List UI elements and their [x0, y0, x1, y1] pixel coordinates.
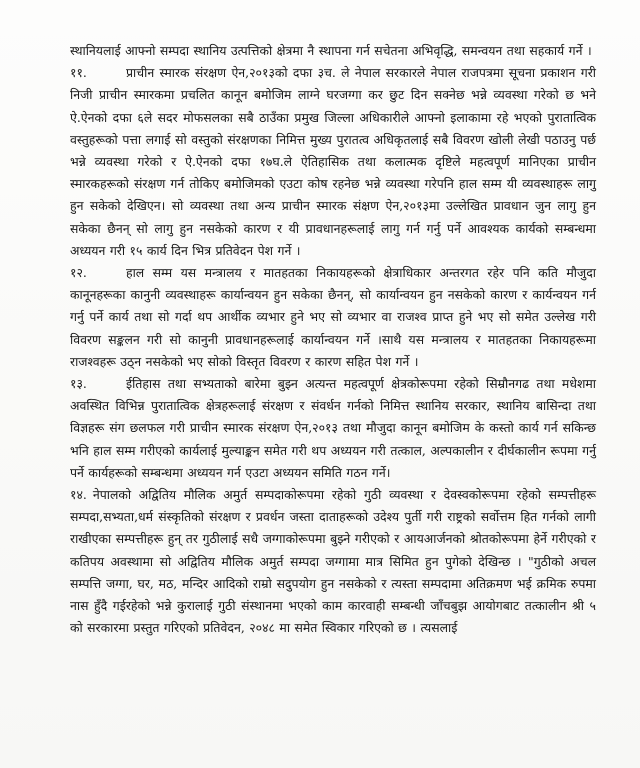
paragraph-14 — [70, 484, 596, 639]
paragraph-13-number: १३. — [70, 376, 87, 392]
paragraph-12-text: हाल सम्म यस मन्त्रालय र मातहतका निकायहरूको क्षेत्राधिकार अन्तरगत रहेर पनि कति मौजुदा कानूनहरूका कानुनी व्यवस्थाहरू कार्यान्वयन हुन सकेका छैनन्, सो कार्यान्वयन हुन नसकेको कारण र कार्यन्वयन गर्न गर्नु पर्ने कार्य तथा सो गर्दा थप आर्थीक व्यभार हुने भए सो व्यभार वा राजश्व प्राप्त हुने भए सो समेत उल्लेख गरी विवरण सङ्कलन गरी सो कानुनी प्रावधानहरूलाई कार्यान्वयन गर्ने ।साथै यस मन्त्रालय र मातहतका निकायहरूमा राजश्वहरू उठ्न नसकेको भए सोको विस्तृत विवरण र कारण सहित पेश गर्ने । — [70, 265, 596, 369]
paragraph-13 — [70, 373, 596, 484]
paragraph-14-text: नेपालको अद्वितिय मौलिक अमुर्त सम्पदाकोरूपमा रहेको गुठी व्यवस्था र देवस्वकोरूपमा रहेको सम्पत्तीहरू सम्पदा,सभ्यता,धर्म संस्कृतिको संरक्षण र प्रवर्धन जस्ता दाताहरूको उदेश्य पुर्ती गरी राष्ट्रको सर्वोत्तम हित गर्नको लागी राखीएका सम्पत्तीहरू हुन् तर गुठीलाई सधै जग्गाकोरूपमा बुझ्ने गरीएको र आयआर्जनको श्रोतकोरूपमा हेर्ने गरीएको र कतिपय अवस्थामा सो अद्वितिय मौलिक अमुर्त सम्पदा जग्गामा मात्र सिमित हुन पुगेको देखिन्छ । "गुठीको अचल सम्पत्ति जग्गा, घर, मठ, मन्दिर आदिको राम्रो सदुपयोग हुन नसकेको र त्यस्ता सम्पदामा अतिक्रमण भई क्रमिक रुपमा नास हुँदै गईरहेको भन्ने कुरालाई गुठी संस्थानमा भएको काम कारवाही सम्बन्धी जाँचबुझ आयोगबाट तत्कालीन श्री ५ को सरकारमा प्रस्तुत गरिएको प्रतिवेदन, २०४८ मा समेत स्विकार गरिएको छ । त्यसलाई — [70, 487, 596, 636]
paragraph-11-text: प्राचीन स्मारक संरक्षण ऐन,२०१३को दफा ३च. ले नेपाल सरकारले नेपाल राजपत्रमा सूचना प्रकाशन गरी निजी प्राचीन स्मारकमा प्रचलित कानून बमोजिम लाग्ने घरजग्गा कर छुट दिन सक्नेछ भन्ने व्यवस्था गरेको छ भने ऐ.ऐनको दफा ६ले सदर मोफसलका सबै ठाउँका प्रमुख जिल्ला अधिकारीले आफ्नो इलाकामा रहे भएको पुरातात्विक वस्तुहरूको पत्ता लगाई सो वस्तुको संरक्षणका निमित्त मुख्य पुरातत्व अधिकृतलाई सबै विवरण खोली लेखी पठाउनु पर्छ भन्ने व्यवस्था गरेको र ऐ.ऐनको दफा १७घ.ले ऐतिहासिक तथा कलात्मक दृष्टिले महत्वपूर्ण मानिएका प्राचीन स्मारकहरूको संरक्षण गर्न तोकिए बमोजिमको एउटा कोष रहनेछ भन्ने व्यवस्था गरेपनि हाल सम्म यी व्यवस्थाहरू लागु हुन सकेको देखिएन। सो व्यवस्था तथा अन्य प्राचीन स्मारक संक्षण ऐन,२०१३मा उल्लेखित प्रावधान जुन लागु हुन सकेका छैनन् सो लागु हुन नसकेको कारण र यी प्रावधानहरूलाई लागु गर्न गर्नु पर्ने आवश्यक कार्यको सम्बन्धमा अध्ययन गरी १५ कार्य दिन भित्र प्रतिवेदन पेश गर्ने । — [70, 65, 596, 258]
paragraph-intro-text: स्थानियलाई आफ्नो सम्पदा स्थानिय उत्पत्तिको क्षेत्रमा नै स्थापना गर्न सचेतना अभिवृद्धि, समन्वयन तथा सहकार्य गर्ने । — [70, 43, 592, 58]
paragraph-13-text: ईतिहास तथा सभ्यताको बारेमा बुझ्न अत्यन्त महत्वपूर्ण क्षेत्रकोरूपमा रहेको सिम्रौनगढ तथा मधेशमा अवस्थित विभिन्न पुरातात्विक क्षेत्रहरूलाई संरक्षण र संवर्धन गर्नको निमित्त स्थानिय सरकार, स्थानिय बासिन्दा तथा विज्ञहरू संग छलफल गरी प्राचीन स्मारक संरक्षण ऐन,२०१३ तथा मौजुदा कानून बमोजिम के कस्तो कार्य गर्न सकिन्छ भनि हाल सम्म गरीएको कार्यलाई मुल्याङ्कन समेत गरी थप अध्ययन गरी तत्काल, अल्पकालीन र दीर्घकालीन रूपमा गर्नु पर्ने कार्यहरूको सम्बन्धमा अध्ययन गर्न एउटा अध्ययन समिति गठन गर्ने। — [70, 376, 596, 480]
paragraph-11 — [70, 62, 596, 262]
paragraph-intro — [70, 40, 596, 62]
paragraph-12 — [70, 262, 596, 373]
paragraph-11-number: ११. — [70, 65, 87, 81]
paragraph-12-number: १२. — [70, 265, 87, 281]
paragraph-14-number: १४. — [70, 487, 87, 503]
